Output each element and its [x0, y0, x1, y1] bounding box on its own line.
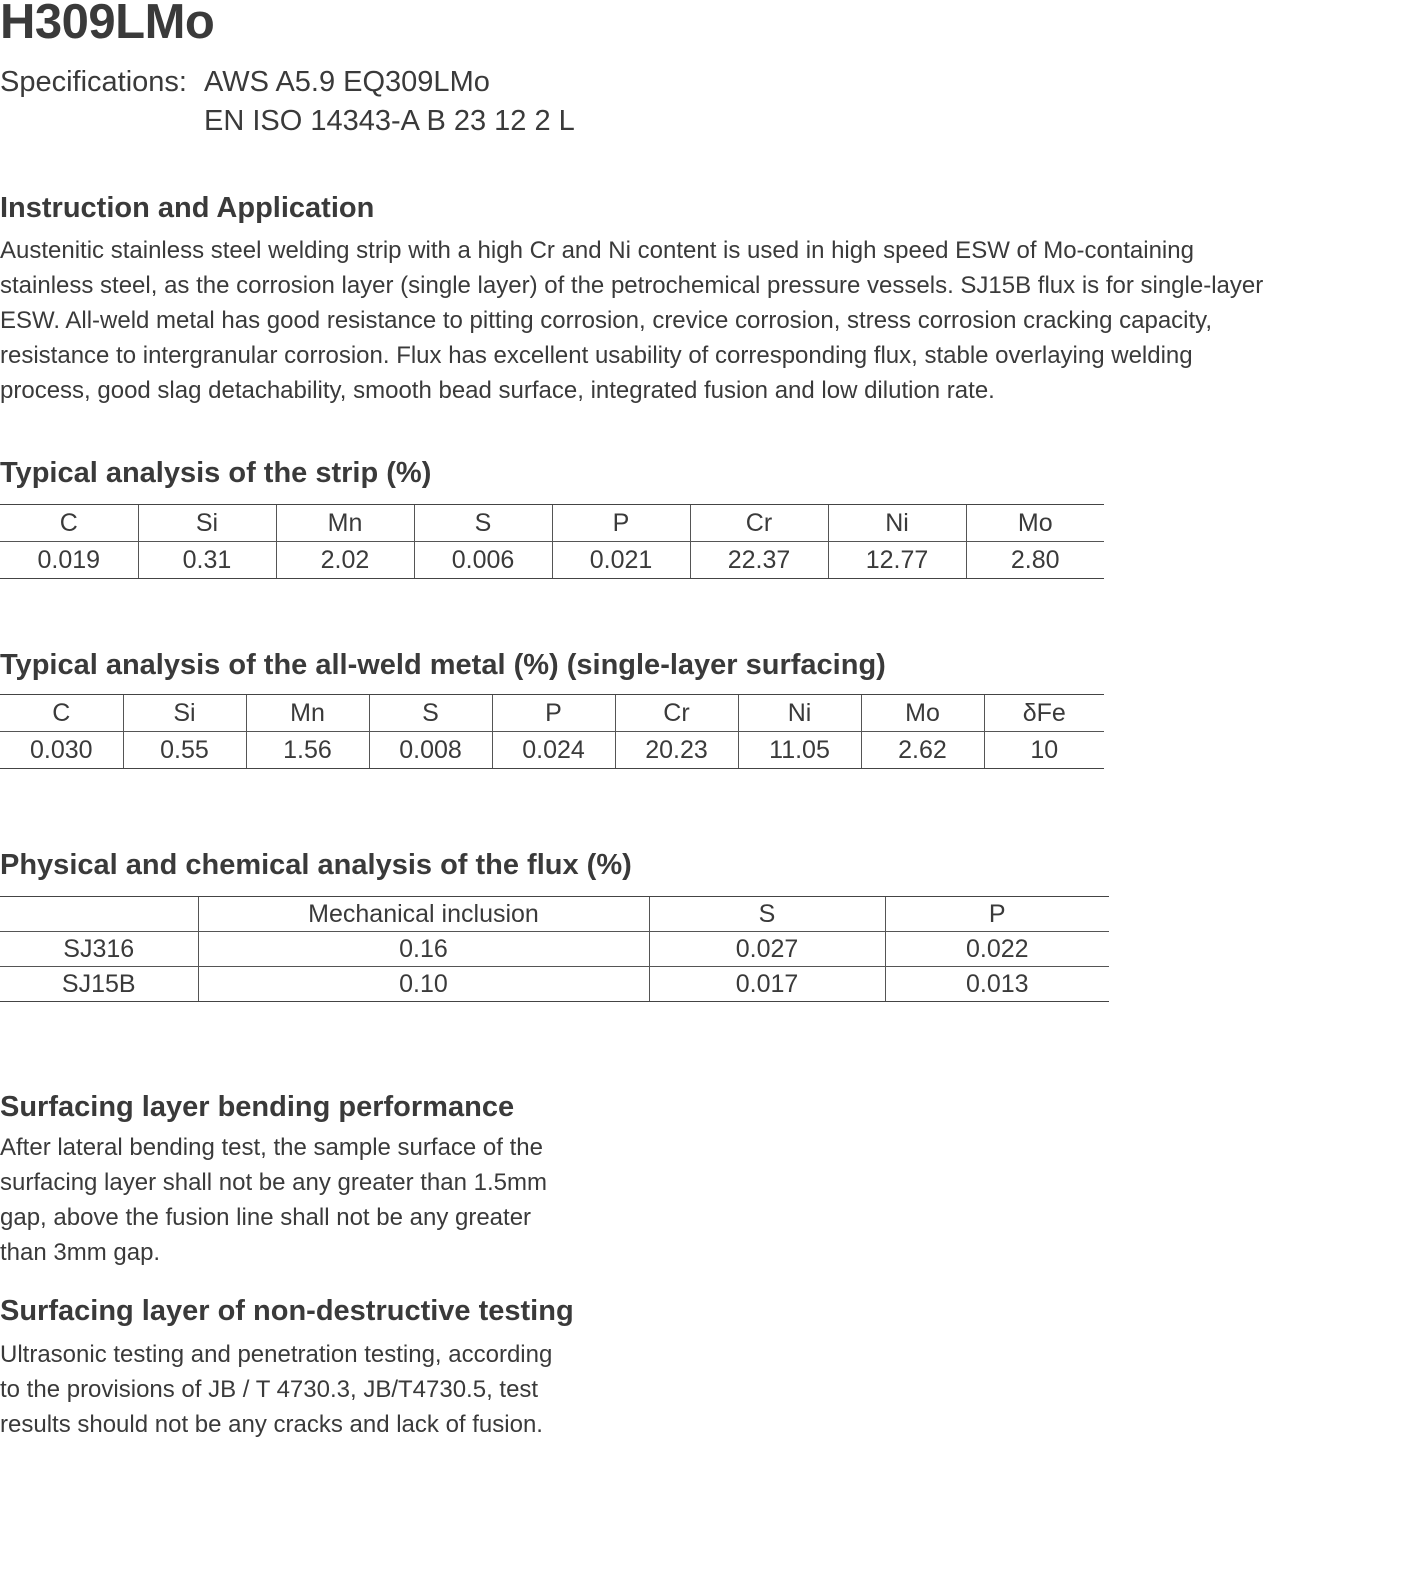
ndt-line: to the provisions of JB / T 4730.3, JB/T4730.5, test	[0, 1376, 539, 1403]
header-cell: Si	[123, 695, 246, 732]
ndt-heading: Surfacing layer of non-destructive testing	[0, 1295, 574, 1327]
instruction-line: stainless steel, as the corrosion layer (single layer) of the petrochemical pressure vessels. SJ15B flux is for single-layer	[0, 272, 1264, 299]
value-cell: 20.23	[615, 732, 738, 769]
bending-line: After lateral bending test, the sample surface of the	[0, 1134, 543, 1161]
weld-analysis-heading: Typical analysis of the all-weld metal (%) (single-layer surfacing)	[0, 649, 886, 681]
ndt-line: results should not be any cracks and lack of fusion.	[0, 1411, 543, 1438]
row-label-cell: SJ15B	[0, 967, 198, 1002]
bending-paragraph	[0, 1130, 547, 1270]
bending-heading: Surfacing layer bending performance	[0, 1091, 515, 1123]
table-header-row	[0, 505, 1104, 542]
value-cell: 0.030	[0, 732, 123, 769]
value-cell: 0.006	[414, 542, 552, 579]
table-row	[0, 932, 1109, 967]
value-cell: 22.37	[690, 542, 828, 579]
header-cell: Mo	[861, 695, 984, 732]
bending-line: surfacing layer shall not be any greater than 1.5mm	[0, 1169, 547, 1196]
instruction-line: resistance to intergranular corrosion. Flux has excellent usability of corresponding flux, stable overlaying welding	[0, 342, 1193, 369]
header-cell: Cr	[690, 505, 828, 542]
weld-analysis-table	[0, 694, 1104, 769]
header-cell: Cr	[615, 695, 738, 732]
ndt-paragraph	[0, 1337, 552, 1442]
strip-analysis-table	[0, 504, 1104, 579]
value-cell: 1.56	[246, 732, 369, 769]
specifications-label: Specifications:	[0, 66, 187, 98]
bending-line: gap, above the fusion line shall not be any greater	[0, 1204, 532, 1231]
value-cell: 0.31	[138, 542, 276, 579]
value-cell: 11.05	[738, 732, 861, 769]
header-cell: Mo	[966, 505, 1104, 542]
value-cell: 12.77	[828, 542, 966, 579]
flux-analysis-heading: Physical and chemical analysis of the flux (%)	[0, 849, 632, 881]
table-row	[0, 732, 1104, 769]
header-cell: P	[492, 695, 615, 732]
row-label-cell: SJ316	[0, 932, 198, 967]
header-cell: C	[0, 505, 138, 542]
instruction-line: Austenitic stainless steel welding strip with a high Cr and Ni content is used in high speed ESW of Mo-containing	[0, 237, 1194, 264]
value-cell: 0.019	[0, 542, 138, 579]
page-title: H309LMo	[0, 0, 215, 49]
header-cell: P	[552, 505, 690, 542]
strip-analysis-heading: Typical analysis of the strip (%)	[0, 457, 432, 489]
header-cell: S	[414, 505, 552, 542]
header-cell: S	[369, 695, 492, 732]
table-header-row	[0, 695, 1104, 732]
header-cell: Si	[138, 505, 276, 542]
header-cell: Mn	[246, 695, 369, 732]
value-cell: 0.10	[198, 967, 649, 1002]
header-cell: Mechanical inclusion	[198, 897, 649, 932]
bending-line: than 3mm gap.	[0, 1239, 161, 1266]
value-cell: 2.80	[966, 542, 1104, 579]
flux-analysis-table	[0, 896, 1109, 1002]
header-cell: P	[885, 897, 1109, 932]
specification-aws: AWS A5.9 EQ309LMo	[204, 66, 490, 98]
header-cell: C	[0, 695, 123, 732]
value-cell: 2.02	[276, 542, 414, 579]
specification-en-iso: EN ISO 14343-A B 23 12 2 L	[204, 105, 575, 137]
value-cell: 0.017	[649, 967, 885, 1002]
header-cell	[0, 897, 198, 932]
value-cell: 0.022	[885, 932, 1109, 967]
header-cell: Ni	[738, 695, 861, 732]
table-header-row	[0, 897, 1109, 932]
value-cell: 0.021	[552, 542, 690, 579]
value-cell: 0.027	[649, 932, 885, 967]
value-cell: 0.16	[198, 932, 649, 967]
value-cell: 10	[984, 732, 1104, 769]
table-row	[0, 542, 1104, 579]
value-cell: 0.008	[369, 732, 492, 769]
instruction-paragraph	[0, 233, 1263, 408]
instruction-heading: Instruction and Application	[0, 192, 375, 224]
header-cell: S	[649, 897, 885, 932]
value-cell: 0.013	[885, 967, 1109, 1002]
header-cell: δFe	[984, 695, 1104, 732]
instruction-line: process, good slag detachability, smooth bead surface, integrated fusion and low dilution rate.	[0, 377, 995, 404]
value-cell: 0.024	[492, 732, 615, 769]
table-row	[0, 967, 1109, 1002]
value-cell: 2.62	[861, 732, 984, 769]
instruction-line: ESW. All-weld metal has good resistance to pitting corrosion, crevice corrosion, stress corrosion cracking capacity,	[0, 307, 1213, 334]
ndt-line: Ultrasonic testing and penetration testing, according	[0, 1341, 553, 1368]
value-cell: 0.55	[123, 732, 246, 769]
header-cell: Ni	[828, 505, 966, 542]
header-cell: Mn	[276, 505, 414, 542]
